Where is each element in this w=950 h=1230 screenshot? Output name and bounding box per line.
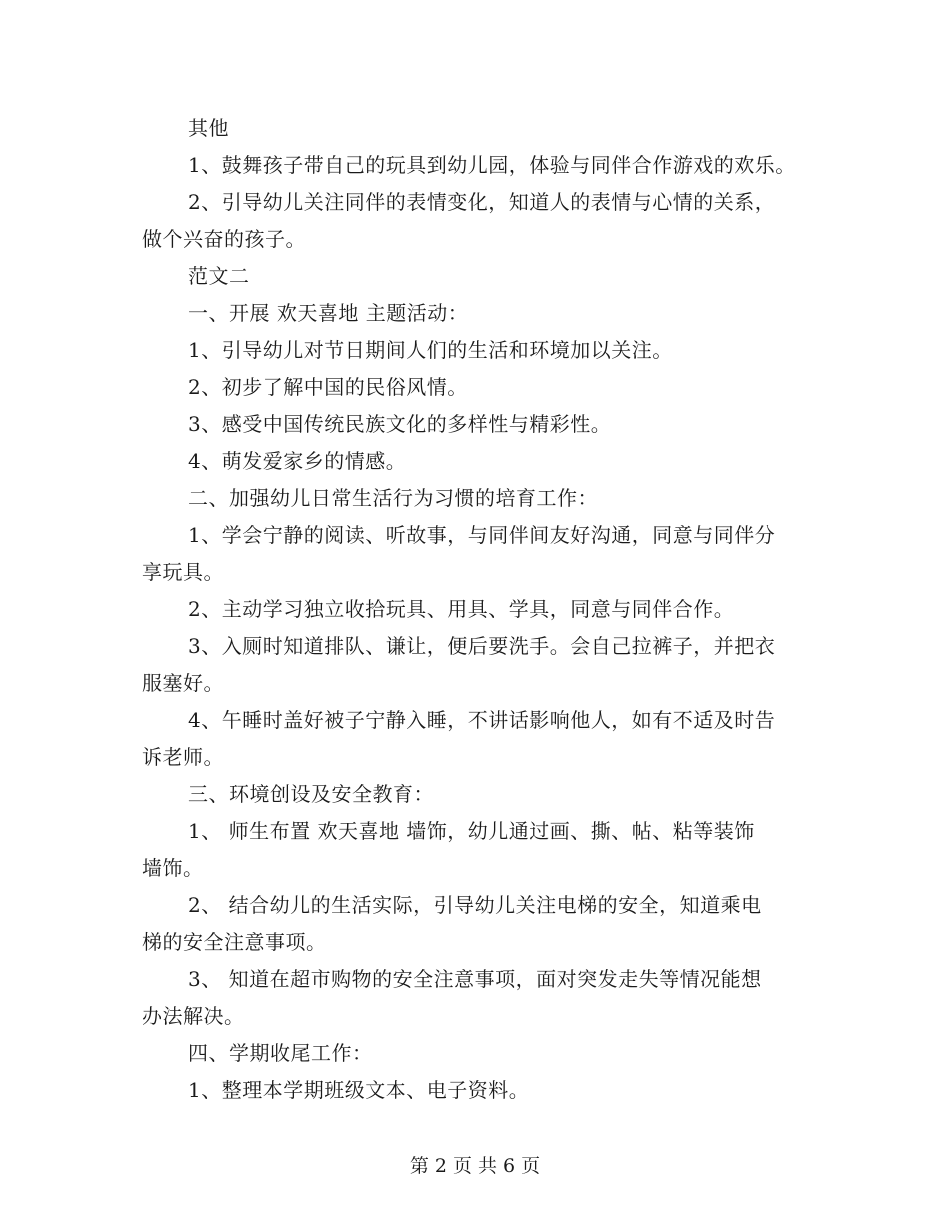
text-line: 2、初步了解中国的民俗风情。 [188, 375, 468, 399]
text-line: 4、午睡时盖好被子宁静入睡，不讲话影响他人，如有不适及时告 [188, 708, 776, 732]
text-line: 4、萌发爱家乡的情感。 [188, 449, 407, 473]
text-line: 1、鼓舞孩子带自己的玩具到幼儿园，体验与同伴合作游戏的欢乐。 [188, 153, 796, 177]
text-line: 墙饰。 [142, 856, 204, 880]
text-line: 3、感受中国传统民族文化的多样性与精彩性。 [188, 412, 612, 436]
text-line: 2、 结合幼儿的生活实际，引导幼儿关注电梯的安全，知道乘电 [188, 893, 762, 917]
text-line: 诉老师。 [142, 745, 224, 769]
text-line: 3、 知道在超市购物的安全注意事项，面对突发走失等情况能想 [188, 967, 762, 991]
text-line: 2、主动学习独立收拾玩具、用具、学具，同意与同伴合作。 [188, 597, 735, 621]
page-number-footer: 第 2 页 共 6 页 [409, 1155, 541, 1177]
section-heading: 范文二 [188, 264, 250, 288]
text-line: 1、引导幼儿对节日期间人们的生活和环境加以关注。 [188, 338, 673, 362]
text-line: 办法解决。 [142, 1004, 245, 1028]
text-line: 3、入厕时知道排队、谦让，便后要洗手。会自己拉裤子，并把衣 [188, 634, 776, 658]
text-line: 其他 [188, 116, 229, 140]
section-heading: 一、开展 欢天喜地 主题活动： [188, 301, 469, 325]
text-line: 1、学会宁静的阅读、听故事，与同伴间友好沟通，同意与同伴分 [188, 523, 776, 547]
text-line: 享玩具。 [142, 560, 224, 584]
section-heading: 四、学期收尾工作： [188, 1041, 373, 1065]
text-line: 2、引导幼儿关注同伴的表情变化，知道人的表情与心情的关系， [188, 190, 776, 214]
text-line: 服塞好。 [142, 671, 224, 695]
text-line: 1、整理本学期班级文本、电子资料。 [188, 1078, 530, 1102]
text-line: 1、 师生布置 欢天喜地 墙饰，幼儿通过画、撕、帖、粘等装饰 [188, 819, 755, 843]
text-line: 梯的安全注意事项。 [142, 930, 327, 954]
text-line: 做个兴奋的孩子。 [142, 227, 306, 251]
section-heading: 二、加强幼儿日常生活行为习惯的培育工作： [188, 486, 598, 510]
section-heading: 三、环境创设及安全教育： [188, 782, 434, 806]
